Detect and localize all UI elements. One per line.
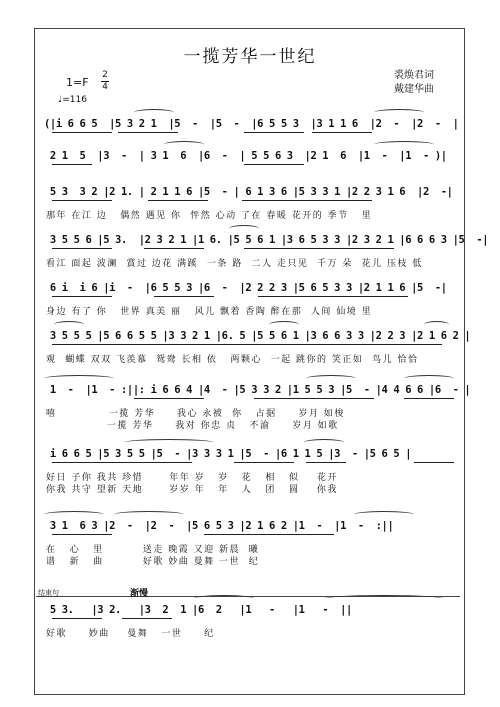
tie xyxy=(194,595,254,602)
notation-line: 2 1 5 |3 - | 3 1 6 |6 - | 5 5 6 3 |2 1 6 |1 - |1 - )| xyxy=(44,150,447,162)
beam xyxy=(148,200,208,201)
beam xyxy=(234,462,294,463)
lyric-line-2: 一揽 芳华 我对 你忠 贞 不渝 岁月 如歌 xyxy=(46,421,339,431)
composer-credit: 戴建华曲 xyxy=(394,84,434,95)
lyric-line: 身边 有了 你 世界 真美 丽 风儿 飘着 香陶 醉在那 人间 仙境 里 xyxy=(46,307,373,317)
tie xyxy=(164,141,204,148)
beam xyxy=(122,618,172,619)
lyric-line-2: 你我 共守 望新 天地 岁岁 年 年 人 团 圆 你我 xyxy=(46,485,338,495)
beam xyxy=(52,618,102,619)
ritardando-marking: 渐慢 xyxy=(130,589,149,599)
beam xyxy=(244,132,304,133)
notation-line: 3 5 5 5 |5 6 6 5 5 |3 3 2 1 |6. 5 |5 5 6 1 |3 6 6 3 3 |2 2 3 |2 1 6 2 | xyxy=(44,330,471,342)
song-title: 一揽芳华一世纪 xyxy=(183,47,317,67)
tie xyxy=(304,439,344,446)
tie xyxy=(269,321,299,328)
tie xyxy=(134,109,174,116)
key-signature: 1=F xyxy=(66,76,89,89)
tie xyxy=(44,375,114,382)
notation-line: i 6 6 5 |5 3 5 5 |5 - |3 3 3 1 |5 - |6 1 1 5 |3 - |5 6 5 | xyxy=(44,448,412,460)
lyric-line: 那年 在江 边 偶然 遇见 你 怦然 心动 了在 春暖 花开的 季节 里 xyxy=(46,211,373,221)
beam xyxy=(52,344,442,345)
tie xyxy=(424,321,449,328)
beam xyxy=(144,248,204,249)
lyric-line-2: 谱 新 曲 好歌 妙曲 曼舞 一世 纪 xyxy=(46,557,260,567)
time-signature xyxy=(101,71,109,92)
tie xyxy=(124,439,214,446)
lyric-line: 嘻 一揽 芳华 我心 永被 你 占据 岁月 如梭 xyxy=(46,409,345,419)
beam xyxy=(52,462,192,463)
tie xyxy=(404,375,454,382)
tie xyxy=(306,375,356,382)
beam xyxy=(258,296,408,297)
beam xyxy=(52,534,112,535)
meter-bottom: 4 xyxy=(102,82,108,92)
notation-line: 5 3 3 2 |2 1. | 2 1 1 6 |5 - | 6 1 3 6 |5 3 3 1 |2 2 3 1 6 |2 -| xyxy=(44,186,453,198)
lyric-line: 在 心 里 送走 晚霞 又迎 新晨 曦 xyxy=(46,545,260,555)
beam xyxy=(204,534,334,535)
tie xyxy=(54,321,84,328)
beam xyxy=(244,164,304,165)
beam xyxy=(52,132,112,133)
tie xyxy=(229,225,259,232)
beam xyxy=(244,248,394,249)
lyric-line: 好歌 妙曲 曼舞 一世 纪 xyxy=(46,629,215,639)
beam xyxy=(414,462,454,463)
beam xyxy=(404,398,454,399)
beam xyxy=(52,296,112,297)
beam xyxy=(306,462,346,463)
beam xyxy=(52,200,112,201)
tie xyxy=(374,109,424,116)
lyricist-credit: 裘焕君词 xyxy=(394,70,434,81)
beam xyxy=(134,398,204,399)
tie xyxy=(354,511,414,518)
tie xyxy=(114,511,184,518)
beam xyxy=(254,398,374,399)
beam xyxy=(52,248,112,249)
notation-line: (|i 6 6 5 |5 3 2 1 |5 - |5 - |6 5 5 3 |3 1 1 6 |2 - |2 - | xyxy=(44,118,459,130)
beam xyxy=(52,164,92,165)
tie xyxy=(324,595,444,602)
ending-label: 结束句 xyxy=(38,589,59,597)
tempo-marking: ♩=116 xyxy=(58,95,87,105)
beam xyxy=(312,132,372,133)
tie xyxy=(44,511,104,518)
notation-line: 1 - |1 - :||: i 6 6 4 |4 - |5 3 3 2 |1 5 5 3 |5 - |4 4 6 6 |6 - | xyxy=(44,384,471,396)
lyric-line: 好日 子你 我共 珍惜 年年 岁 岁 花 相 似 花开 xyxy=(46,473,338,483)
lyric-line: 看江 面起 波澜 賞过 边花 满蹊 一条 路 二人 走只见 千万 朵 花儿 压枝 低 xyxy=(46,259,423,269)
tie xyxy=(374,141,434,148)
notation-line: 3 1 6 3 |2 - |2 - |5 6 5 3 |2 1 6 2 |1 - |1 - :|| xyxy=(44,520,394,532)
beam xyxy=(118,132,178,133)
notation-line: 3 5 5 6 |5 3. |2 3 2 1 |1 6. |5 5 6 1 |3 6 5 3 3 |2 3 2 1 |6 6 6 3 |5 -| xyxy=(44,234,489,246)
meter-top: 2 xyxy=(102,70,108,80)
beam xyxy=(242,200,372,201)
lyric-line: 观 蝴蝶 双双 飞羡慕 鸳鸯 长相 依 两颗心 一起 跳你的 笑正如 鸟儿 恰恰 xyxy=(46,355,419,365)
notation-line: 5 3. |3 2. |3 2 1 |6 2 |1 - |1 - || xyxy=(44,604,352,616)
notation-line: 6 i i 6 |i - |6 5 5 3 |6 - |2 2 2 3 |5 6 5 3 3 |2 1 1 6 |5 -| xyxy=(44,282,447,294)
beam xyxy=(154,296,214,297)
